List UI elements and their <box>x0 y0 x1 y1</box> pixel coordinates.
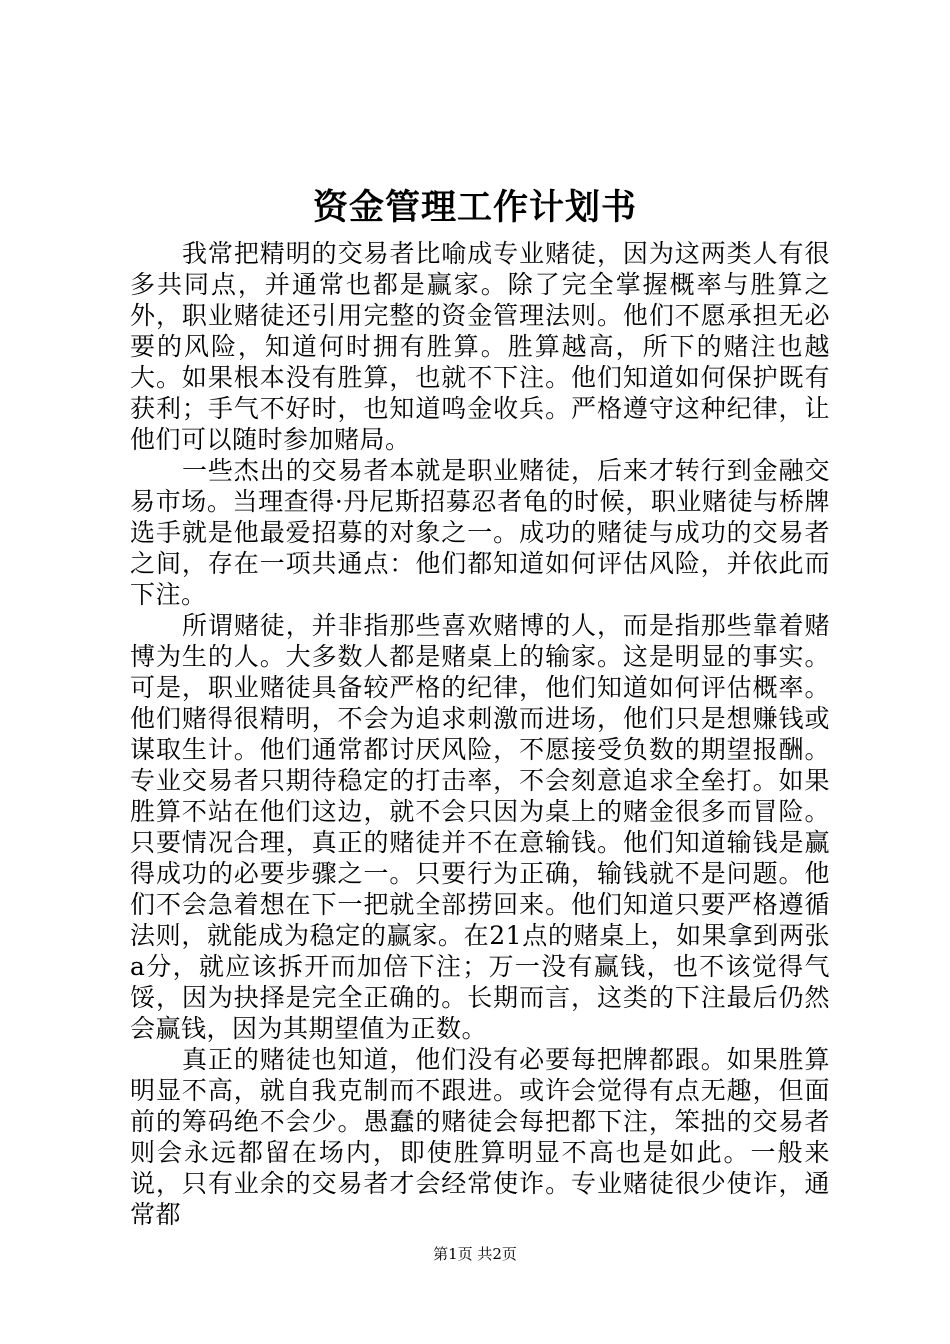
paragraph-2: 一些杰出的交易者本就是职业赌徒，后来才转行到金融交易市场。当理查得·丹尼斯招募忍者龟的时候，职业赌徒与桥牌选手就是他最爱招募的对象之一。成功的赌徒与成功的交易者之间，存在一项共通点：他们都知道如何评估风险，并依此而下注。 <box>130 456 830 609</box>
page-number-footer: 第1页 共2页 <box>433 1245 517 1263</box>
paragraph-3: 所谓赌徒，并非指那些喜欢赌博的人，而是指那些靠着赌博为生的人。大多数人都是赌桌上的输家。这是明显的事实。可是，职业赌徒具备较严格的纪律，他们知道如何评估概率。他们赌得很精明，不会为追求刺激而进场，他们只是想赚钱或谋取生计。他们通常都讨厌风险，不愿接受负数的期望报酬。专业交易者只期待稳定的打击率，不会刻意追求全垒打。如果胜算不站在他们这边，就不会只因为桌上的赌金很多而冒险。只要情况合理，真正的赌徒并不在意输钱。他们知道输钱是赢得成功的必要步骤之一。只要行为正确，输钱就不是问题。他们不会急着想在下一把就全部捞回来。他们知道只要严格遵循法则，就能成为稳定的赢家。在21点的赌桌上，如果拿到两张a分，就应该拆开而加倍下注；万一没有赢钱，也不该觉得气馁，因为抉择是完全正确的。长期而言，这类的下注最后仍然会赢钱，因为其期望值为正数。 <box>130 611 830 1043</box>
page-title: 资金管理工作计划书 <box>312 187 637 228</box>
paragraph-1: 我常把精明的交易者比喻成专业赌徒，因为这两类人有很多共同点，并通常也都是赢家。除了完全掌握概率与胜算之外，职业赌徒还引用完整的资金管理法则。他们不愿承担无必要的风险，知道何时拥有胜算。胜算越高，所下的赌注也越大。如果根本没有胜算，也就不下注。他们知道如何保护既有获利；手气不好时，也知道鸣金收兵。严格遵守这种纪律，让他们可以随时参加赌局。 <box>130 239 830 454</box>
paragraph-4: 真正的赌徒也知道，他们没有必要每把牌都跟。如果胜算明显不高，就自我克制而不跟进。或许会觉得有点无趣，但面前的筹码绝不会少。愚蠢的赌徒会每把都下注，笨拙的交易者则会永远都留在场内，即使胜算明显不高也是如此。一般来说，只有业余的交易者才会经常使诈。专业赌徒很少使诈，通常都 <box>130 1045 830 1229</box>
document-body <box>130 238 830 1230</box>
